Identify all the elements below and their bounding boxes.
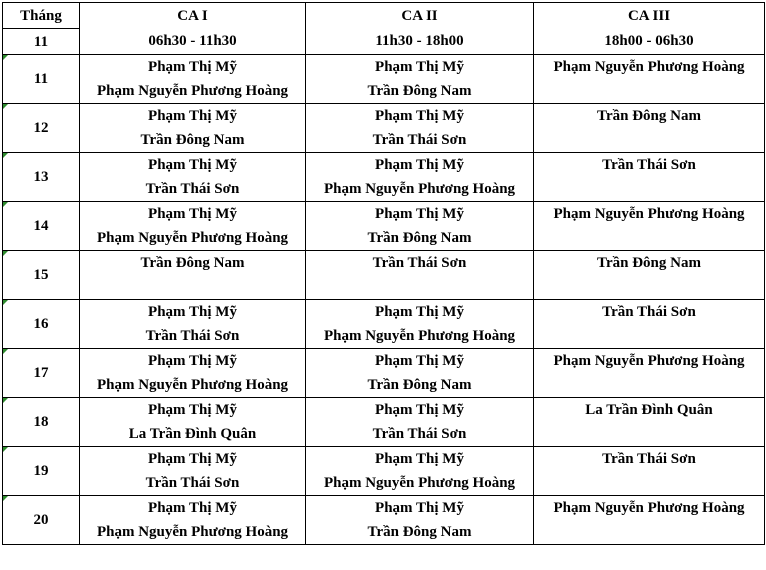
day-number bbox=[3, 251, 80, 300]
shift-3-staff bbox=[534, 128, 765, 153]
day-row bbox=[3, 398, 765, 423]
cell-marker-icon bbox=[3, 104, 8, 109]
day-row bbox=[3, 55, 765, 80]
shift-2-staff: Trần Thái Sơn bbox=[306, 251, 534, 276]
shift-2-staff: Trần Đông Nam bbox=[306, 79, 534, 104]
shift-2-staff: Trần Thái Sơn bbox=[306, 422, 534, 447]
shift-3-staff: Trần Đông Nam bbox=[534, 251, 765, 276]
shift-1-staff: Phạm Thị Mỹ bbox=[80, 398, 306, 423]
header-row bbox=[3, 3, 765, 29]
day-row bbox=[3, 226, 765, 251]
duty-roster-table bbox=[2, 2, 765, 545]
day-number bbox=[3, 104, 80, 153]
shift-3-staff bbox=[534, 177, 765, 202]
shift-1-staff: Phạm Thị Mỹ bbox=[80, 202, 306, 227]
shift-3-hours: 18h00 - 06h30 bbox=[534, 29, 765, 55]
shift-3-staff: Phạm Nguyễn Phương Hoàng bbox=[534, 349, 765, 374]
day-row bbox=[3, 422, 765, 447]
day-row bbox=[3, 373, 765, 398]
shift-1-staff: Phạm Thị Mỹ bbox=[80, 300, 306, 325]
day-row bbox=[3, 447, 765, 472]
shift-2-staff: Trần Thái Sơn bbox=[306, 128, 534, 153]
shift-3-staff bbox=[534, 520, 765, 545]
day-number bbox=[3, 55, 80, 104]
shift-3-staff: Phạm Nguyễn Phương Hoàng bbox=[534, 55, 765, 80]
day-number bbox=[3, 349, 80, 398]
day-row bbox=[3, 79, 765, 104]
day-row bbox=[3, 520, 765, 545]
cell-marker-icon bbox=[3, 251, 8, 256]
shift-1-staff: Trần Thái Sơn bbox=[80, 324, 306, 349]
cell-marker-icon bbox=[3, 447, 8, 452]
shift-3-staff bbox=[534, 324, 765, 349]
shift-3-staff bbox=[534, 226, 765, 251]
day-row bbox=[3, 496, 765, 521]
shift-1-staff: Phạm Nguyễn Phương Hoàng bbox=[80, 79, 306, 104]
shift-1-staff: Trần Thái Sơn bbox=[80, 471, 306, 496]
day-number bbox=[3, 153, 80, 202]
shift-3-staff bbox=[534, 373, 765, 398]
shift-3-name: CA III bbox=[534, 3, 765, 29]
shift-2-staff: Phạm Thị Mỹ bbox=[306, 447, 534, 472]
cell-marker-icon bbox=[3, 153, 8, 158]
shift-2-name: CA II bbox=[306, 3, 534, 29]
day-row bbox=[3, 251, 765, 276]
shift-1-staff: Phạm Nguyễn Phương Hoàng bbox=[80, 373, 306, 398]
day-number-text: 13 bbox=[33, 169, 49, 185]
shift-1-staff: Phạm Thị Mỹ bbox=[80, 104, 306, 129]
shift-3-staff: Trần Đông Nam bbox=[534, 104, 765, 129]
cell-marker-icon bbox=[3, 202, 8, 207]
day-number bbox=[3, 300, 80, 349]
roster-body bbox=[3, 55, 765, 545]
shift-2-staff: Phạm Thị Mỹ bbox=[306, 398, 534, 423]
shift-1-name: CA I bbox=[80, 3, 306, 29]
cell-marker-icon bbox=[3, 300, 8, 305]
day-number-text: 15 bbox=[33, 267, 49, 283]
shift-1-staff: Trần Đông Nam bbox=[80, 128, 306, 153]
month-label: Tháng bbox=[3, 3, 80, 29]
shift-1-staff: Phạm Thị Mỹ bbox=[80, 349, 306, 374]
cell-marker-icon bbox=[3, 55, 8, 60]
shift-1-staff: Phạm Nguyễn Phương Hoàng bbox=[80, 226, 306, 251]
shift-1-staff: Trần Thái Sơn bbox=[80, 177, 306, 202]
shift-2-staff: Phạm Thị Mỹ bbox=[306, 349, 534, 374]
shift-2-staff: Phạm Nguyễn Phương Hoàng bbox=[306, 177, 534, 202]
shift-1-staff: Phạm Thị Mỹ bbox=[80, 55, 306, 80]
day-number-text: 20 bbox=[33, 512, 49, 528]
shift-1-staff: Trần Đông Nam bbox=[80, 251, 306, 276]
shift-2-staff: Phạm Thị Mỹ bbox=[306, 55, 534, 80]
shift-3-staff: Phạm Nguyễn Phương Hoàng bbox=[534, 202, 765, 227]
shift-3-staff bbox=[534, 275, 765, 300]
day-row bbox=[3, 128, 765, 153]
day-number-text: 14 bbox=[33, 218, 49, 234]
shift-3-staff bbox=[534, 79, 765, 104]
shift-1-staff: Phạm Thị Mỹ bbox=[80, 153, 306, 178]
day-number-text: 16 bbox=[33, 316, 49, 332]
shift-1-hours: 06h30 - 11h30 bbox=[80, 29, 306, 55]
day-number-text: 18 bbox=[33, 414, 49, 430]
shift-2-staff: Phạm Thị Mỹ bbox=[306, 202, 534, 227]
day-number-text: 11 bbox=[33, 71, 49, 87]
day-row bbox=[3, 104, 765, 129]
shift-3-staff: Phạm Nguyễn Phương Hoàng bbox=[534, 496, 765, 521]
day-number bbox=[3, 398, 80, 447]
day-row bbox=[3, 349, 765, 374]
shift-1-staff: Phạm Thị Mỹ bbox=[80, 496, 306, 521]
day-row bbox=[3, 202, 765, 227]
day-number bbox=[3, 447, 80, 496]
shift-2-staff: Trần Đông Nam bbox=[306, 520, 534, 545]
shift-2-staff: Phạm Thị Mỹ bbox=[306, 300, 534, 325]
shift-3-staff bbox=[534, 422, 765, 447]
cell-marker-icon bbox=[3, 349, 8, 354]
shift-2-staff: Trần Đông Nam bbox=[306, 373, 534, 398]
day-row bbox=[3, 275, 765, 300]
month-value: 11 bbox=[3, 29, 80, 55]
day-number-text: 19 bbox=[33, 463, 49, 479]
shift-3-staff: Trần Thái Sơn bbox=[534, 300, 765, 325]
shift-2-hours: 11h30 - 18h00 bbox=[306, 29, 534, 55]
shift-2-staff: Phạm Nguyễn Phương Hoàng bbox=[306, 324, 534, 349]
day-number bbox=[3, 202, 80, 251]
shift-1-staff: Phạm Thị Mỹ bbox=[80, 447, 306, 472]
shift-2-staff: Phạm Thị Mỹ bbox=[306, 496, 534, 521]
shift-2-staff bbox=[306, 275, 534, 300]
shift-1-staff bbox=[80, 275, 306, 300]
day-row bbox=[3, 300, 765, 325]
cell-marker-icon bbox=[3, 398, 8, 403]
shift-2-staff: Phạm Nguyễn Phương Hoàng bbox=[306, 471, 534, 496]
shift-2-staff: Trần Đông Nam bbox=[306, 226, 534, 251]
cell-marker-icon bbox=[3, 496, 8, 501]
day-number-text: 12 bbox=[33, 120, 49, 136]
day-number bbox=[3, 496, 80, 545]
shift-3-staff bbox=[534, 471, 765, 496]
header-row-hours bbox=[3, 29, 765, 55]
day-row bbox=[3, 324, 765, 349]
shift-2-staff: Phạm Thị Mỹ bbox=[306, 104, 534, 129]
day-row bbox=[3, 153, 765, 178]
shift-1-staff: La Trần Đình Quân bbox=[80, 422, 306, 447]
shift-2-staff: Phạm Thị Mỹ bbox=[306, 153, 534, 178]
day-row bbox=[3, 177, 765, 202]
day-number-text: 17 bbox=[33, 365, 49, 381]
shift-3-staff: Trần Thái Sơn bbox=[534, 153, 765, 178]
shift-3-staff: Trần Thái Sơn bbox=[534, 447, 765, 472]
shift-3-staff: La Trần Đình Quân bbox=[534, 398, 765, 423]
day-row bbox=[3, 471, 765, 496]
shift-1-staff: Phạm Nguyễn Phương Hoàng bbox=[80, 520, 306, 545]
